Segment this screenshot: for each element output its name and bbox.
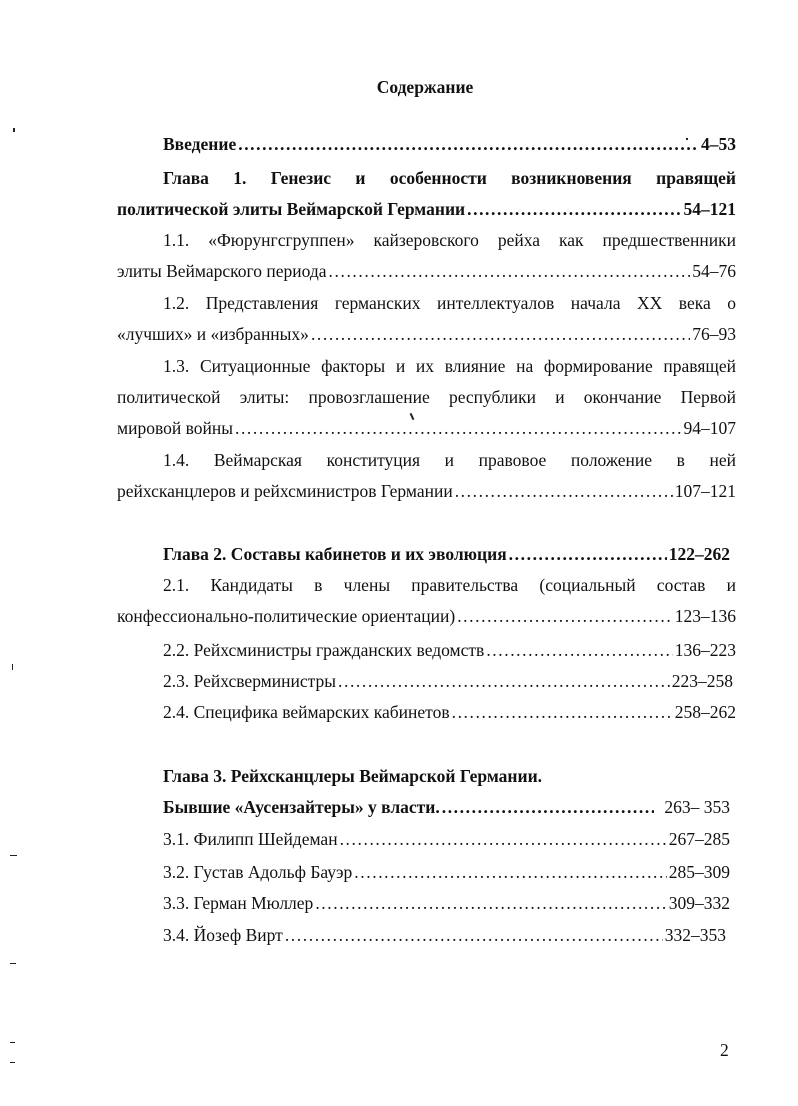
toc-pages: 258–262 xyxy=(674,702,736,722)
dot-leader xyxy=(338,670,670,692)
toc-label: рейхсканцлеров и рейхсминистров Германии xyxy=(117,481,453,501)
scan-mark xyxy=(13,128,15,132)
toc-pages: 123–136 xyxy=(674,606,736,626)
toc-pages: 267–285 xyxy=(668,829,730,849)
scan-mark xyxy=(10,855,17,856)
dot-leader xyxy=(455,480,673,502)
scan-mark xyxy=(686,138,688,140)
dot-leader xyxy=(442,796,655,818)
toc-section-1-2-line1: 1.2. Представления германских интеллектуалов начала XX века о xyxy=(163,293,736,313)
dot-leader xyxy=(486,639,672,661)
toc-chapter-1-line1: Глава 1. Генезис и особенности возникновения правящей xyxy=(163,168,736,188)
toc-section-2-2 xyxy=(163,639,736,661)
toc-pages: 107–121 xyxy=(674,481,736,501)
dot-leader xyxy=(354,861,666,883)
toc-label: мировой войны xyxy=(117,418,233,438)
toc-label: 2.2. Рейхсминистры гражданских ведомств xyxy=(163,640,485,660)
dot-leader xyxy=(457,605,673,627)
dot-leader xyxy=(315,892,666,914)
toc-pages: 285–309 xyxy=(668,862,730,882)
toc-pages: 4–53 xyxy=(701,134,736,154)
toc-label: Глава 2. Составы кабинетов и их эволюция xyxy=(163,544,507,564)
toc-label: 3.4. Йозеф Вирт xyxy=(163,925,283,945)
toc-chapter-2 xyxy=(163,543,730,565)
scan-mark xyxy=(10,1062,15,1063)
toc-section-1-4-line2 xyxy=(117,480,736,502)
toc-label: конфессионально-политические ориентации) xyxy=(117,606,456,626)
dot-leader xyxy=(509,543,667,565)
toc-section-2-3 xyxy=(163,670,733,692)
dot-leader xyxy=(452,701,673,723)
scan-mark xyxy=(12,664,13,670)
dot-leader xyxy=(235,417,682,439)
dot-leader xyxy=(285,924,663,946)
toc-section-1-4-line1: 1.4. Веймарская конституция и правовое положение в ней xyxy=(163,450,736,470)
toc-chapter-1-line2 xyxy=(117,198,736,220)
toc-label: политической элиты Веймарской Германии xyxy=(117,199,466,219)
dot-leader xyxy=(311,323,690,345)
toc-pages: 54–76 xyxy=(692,261,736,281)
toc-chapter-3-line2 xyxy=(163,796,730,818)
toc-section-3-1 xyxy=(163,828,730,850)
page-number: 2 xyxy=(720,1040,729,1060)
page-title: Содержание xyxy=(376,77,474,97)
scan-mark xyxy=(10,963,16,964)
toc-section-3-4 xyxy=(163,924,726,946)
dot-leader xyxy=(238,133,699,155)
toc-pages: 122–262 xyxy=(668,544,730,564)
toc-label: Введение xyxy=(163,134,237,154)
toc-label: 3.2. Густав Адольф Бауэр xyxy=(163,862,353,882)
toc-pages: 136–223 xyxy=(674,640,736,660)
toc-label: 2.3. Рейхсверминистры xyxy=(163,671,336,691)
scan-mark xyxy=(10,1042,15,1043)
toc-pages: 54–121 xyxy=(683,199,736,219)
toc-pages: 309–332 xyxy=(668,893,730,913)
toc-section-1-3-line2: политической элиты: провозглашение республики и окончание Первой xyxy=(117,387,736,407)
toc-section-1-3-line3 xyxy=(117,417,736,439)
toc-label: Бывшие «Аусензайтеры» у власти. xyxy=(163,797,440,817)
toc-label: «лучших» и «избранных» xyxy=(117,324,309,344)
toc-pages: 332–353 xyxy=(664,925,726,945)
toc-label: 2.4. Специфика веймарских кабинетов xyxy=(163,702,450,722)
dot-leader xyxy=(340,828,667,850)
toc-pages: 94–107 xyxy=(683,418,736,438)
toc-pages: 263– 353 xyxy=(664,797,730,817)
toc-chapter-3-line1: Глава 3. Рейхсканцлеры Веймарской Германии. xyxy=(163,766,543,786)
toc-section-2-1-line1: 2.1. Кандидаты в члены правительства (социальный состав и xyxy=(163,575,736,595)
toc-pages: 223–258 xyxy=(671,671,733,691)
toc-pages: 76–93 xyxy=(692,324,736,344)
dot-leader xyxy=(467,198,681,220)
toc-entry-intro xyxy=(163,133,736,155)
toc-section-2-1-line2 xyxy=(117,605,736,627)
toc-section-1-2-line2 xyxy=(117,323,736,345)
toc-section-1-3-line1: 1.3. Ситуационные факторы и их влияние на формирование правящей xyxy=(163,356,736,376)
toc-label: 3.1. Филипп Шейдеман xyxy=(163,829,338,849)
toc-section-1-1-line1: 1.1. «Фюрунгсгруппен» кайзеровского рейха как предшественники xyxy=(163,230,736,250)
toc-section-2-4 xyxy=(163,701,736,723)
toc-section-1-1-line2 xyxy=(117,260,736,282)
toc-label: элиты Веймарского периода xyxy=(117,261,327,281)
toc-label: 3.3. Герман Мюллер xyxy=(163,893,314,913)
dot-leader xyxy=(329,260,691,282)
toc-section-3-3 xyxy=(163,892,730,914)
toc-section-3-2 xyxy=(163,861,730,883)
